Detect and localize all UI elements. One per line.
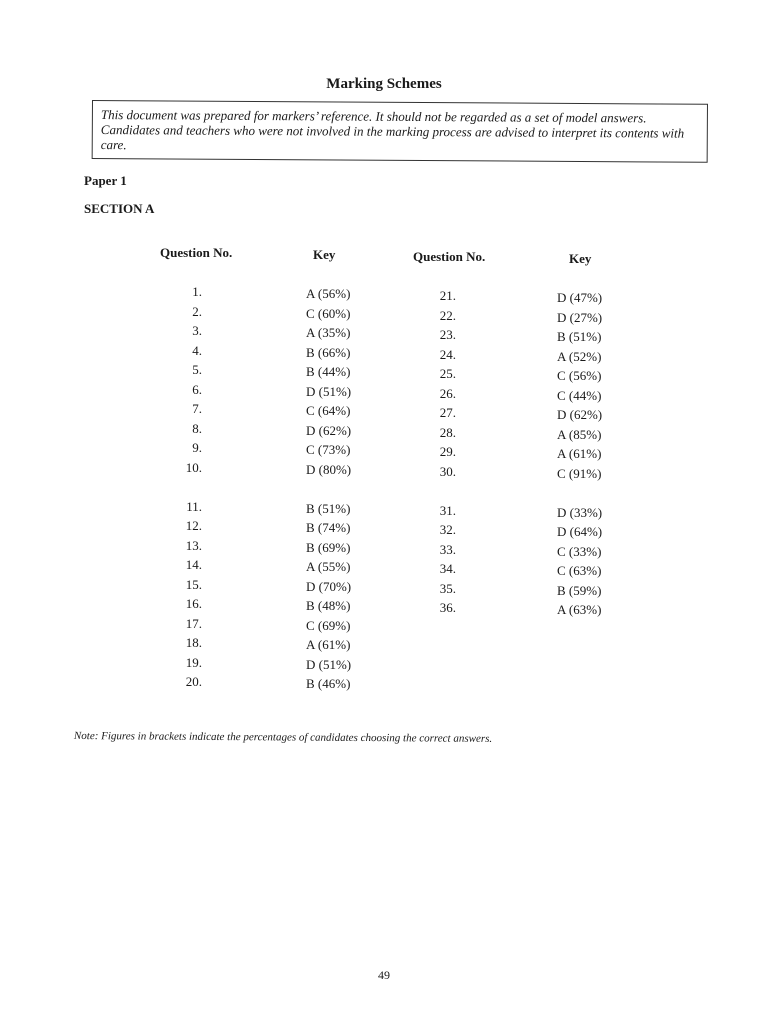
question-number: 11. (186, 498, 202, 514)
answer-key: D (64%) (557, 524, 603, 539)
header-key-left: Key (313, 247, 336, 262)
question-number: 33. (439, 541, 456, 557)
right-question-column (410, 286, 456, 618)
question-number: 24. (439, 346, 456, 362)
question-number: 23. (439, 327, 456, 342)
question-number: 34. (439, 561, 456, 576)
answer-key: C (33%) (557, 543, 602, 559)
answer-key: D (51%) (306, 383, 352, 399)
question-number: 5. (192, 362, 202, 377)
question-number: 3. (192, 323, 202, 338)
answer-key: D (80%) (306, 461, 352, 477)
answer-key: C (63%) (557, 563, 602, 578)
question-number: 12. (185, 518, 202, 533)
header-question-no-right: Question No. (413, 249, 486, 264)
answer-key: B (69%) (306, 539, 351, 555)
answer-key: A (61%) (306, 637, 351, 652)
answer-key: B (46%) (306, 676, 351, 691)
block-gap (557, 483, 637, 503)
question-number: 32. (439, 522, 456, 537)
question-number: 20. (185, 674, 202, 689)
question-number: 7. (192, 401, 202, 416)
question-number: 10. (185, 459, 202, 475)
left-question-column (160, 282, 202, 692)
answer-key: A (35%) (306, 325, 351, 340)
answer-key: D (62%) (306, 422, 352, 438)
question-number: 17. (185, 615, 202, 631)
answer-key: C (64%) (306, 403, 351, 418)
answer-key: C (44%) (557, 387, 602, 403)
question-number: 26. (439, 385, 456, 401)
question-number: 16. (185, 596, 202, 611)
block-gap (410, 481, 456, 501)
question-number: 4. (192, 342, 202, 358)
answer-key: D (51%) (306, 656, 352, 672)
answer-key: D (70%) (306, 578, 352, 594)
section-label: SECTION A (84, 201, 155, 216)
answer-key: B (44%) (306, 364, 351, 379)
answer-key: B (59%) (557, 582, 602, 598)
paper-label: Paper 1 (84, 173, 127, 188)
page-title: Marking Schemes (326, 76, 442, 92)
question-number: 13. (185, 537, 202, 553)
question-number: 22. (439, 307, 456, 323)
answer-key: A (85%) (557, 426, 602, 442)
header-key-right: Key (569, 251, 592, 266)
answer-key: A (52%) (557, 348, 602, 364)
question-number: 27. (439, 405, 456, 420)
answer-key: C (60%) (306, 305, 351, 321)
disclaimer-box: This document was prepared for markers’ reference. It should not be regarded as a set of model answers. Candidates and teachers who were not involved in the marking process are advised to interpret its contents with care. (92, 100, 708, 163)
question-number: 19. (185, 654, 202, 670)
question-number: 14. (185, 557, 202, 572)
block-gap (160, 477, 202, 497)
answer-key: D (62%) (557, 407, 603, 422)
answer-key: D (33%) (557, 504, 603, 520)
question-number: 8. (192, 420, 202, 436)
answer-key: D (47%) (557, 290, 603, 305)
header-question-no-left: Question No. (160, 245, 233, 260)
right-key-column (557, 288, 637, 620)
answer-key: B (74%) (306, 520, 351, 535)
answer-key: C (56%) (557, 368, 602, 383)
question-number: 28. (439, 424, 456, 440)
answer-key: C (73%) (306, 442, 351, 457)
note-text: Note: Figures in brackets indicate the percentages of candidates choosing the correct answers. (73, 730, 493, 745)
block-gap (306, 479, 386, 499)
answer-key: D (27%) (557, 309, 603, 325)
answer-key: B (51%) (306, 500, 351, 516)
question-number: 21. (439, 288, 456, 303)
answer-key: B (48%) (306, 598, 351, 613)
question-number: 6. (192, 381, 202, 397)
question-number: 1. (192, 284, 202, 299)
answer-key: B (51%) (557, 329, 602, 344)
answer-key: C (69%) (306, 617, 351, 633)
question-number: 2. (192, 303, 202, 319)
answer-key: C (91%) (557, 465, 602, 481)
answer-key: B (66%) (306, 344, 351, 360)
answer-key: A (56%) (306, 286, 351, 301)
answer-key: A (55%) (306, 559, 351, 574)
question-number: 36. (439, 600, 456, 615)
answer-key: A (63%) (557, 602, 602, 617)
answer-key: A (61%) (557, 446, 602, 461)
question-number: 30. (439, 463, 456, 479)
page-number: 49 (378, 968, 390, 982)
question-number: 31. (439, 502, 456, 518)
question-number: 9. (192, 440, 202, 455)
question-number: 35. (439, 580, 456, 596)
question-number: 29. (439, 444, 456, 459)
question-number: 18. (185, 635, 202, 650)
question-number: 25. (439, 366, 456, 381)
question-number: 15. (185, 576, 202, 592)
left-key-column (306, 284, 386, 694)
